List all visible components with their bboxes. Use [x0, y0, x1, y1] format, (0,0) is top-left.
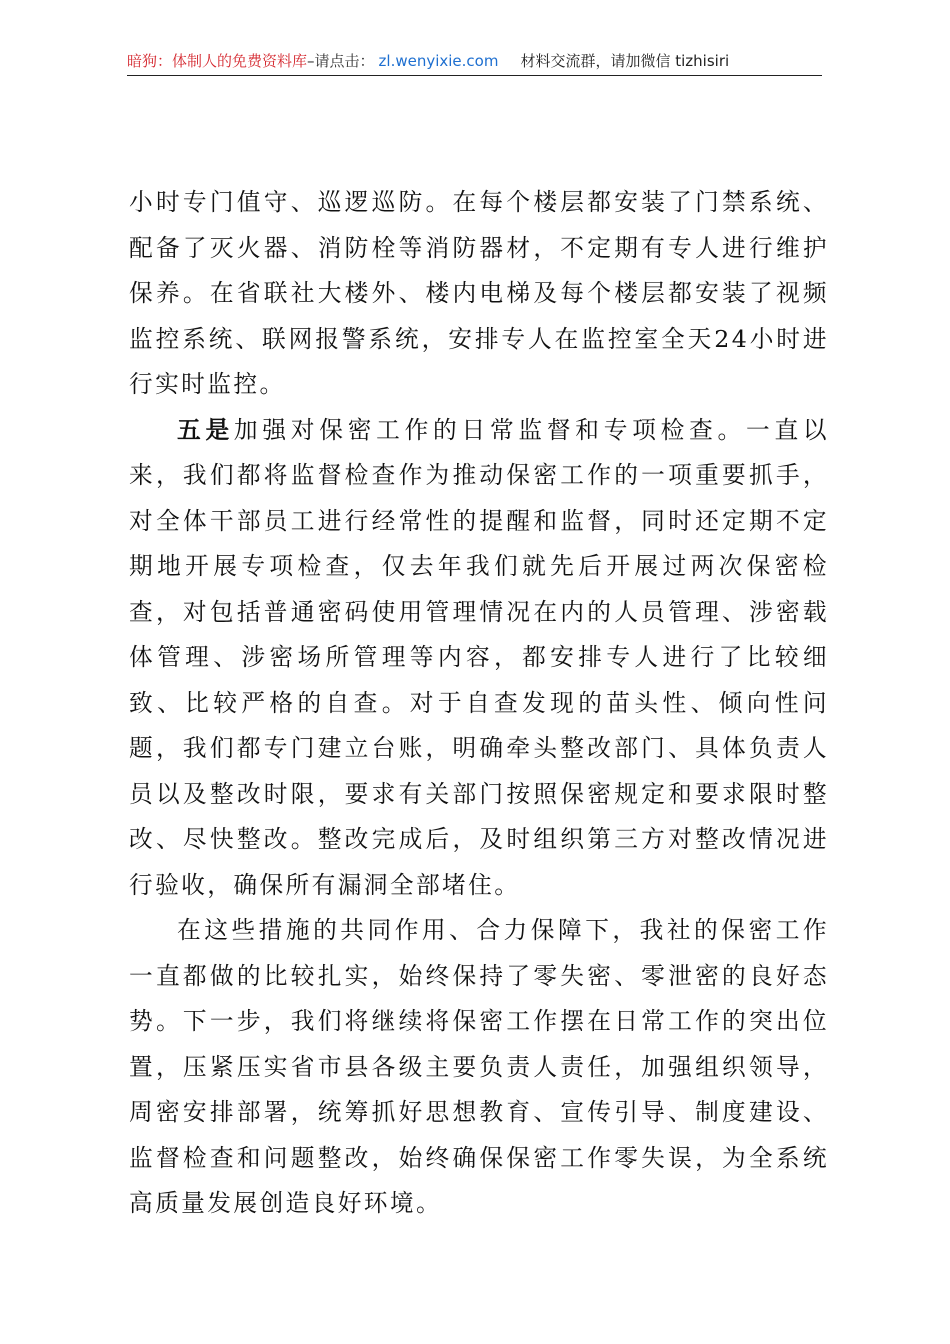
header-prompt: –请点击：	[307, 52, 375, 70]
paragraph-point-five	[129, 408, 829, 909]
paragraph-text: 小时专门值守、巡逻巡防。在每个楼层都安装了门禁系统、配备了灭火器、消防栓等消防器材，不定期有专人进行维护保养。在省联社大楼外、楼内电梯及每个楼层都安装了视频监控系统、联网报警系统，安排专人在监控室全天24小时进行实时监控。	[129, 188, 829, 398]
header-url-link[interactable]: zl.wenyixie.com	[378, 52, 499, 70]
paragraph-lead: 五是	[177, 415, 234, 444]
paragraph-continuation	[129, 180, 829, 408]
header-brand: 暗狗：体制人的免费资料库	[127, 52, 308, 70]
page-header	[127, 49, 822, 76]
document-body	[129, 180, 829, 1227]
header-group-note: 材料交流群，请加微信 tizhisiri	[520, 52, 730, 70]
paragraph-text: 在这些措施的共同作用、合力保障下，我社的保密工作一直都做的比较扎实，始终保持了零失密、零泄密的良好态势。下一步，我们将继续将保密工作摆在日常工作的突出位置，压紧压实省市县各级主要负责人责任，加强组织领导，周密安排部署，统筹抓好思想教育、宣传引导、制度建设、监督检查和问题整改，始终确保保密工作零失误，为全系统高质量发展创造良好环境。	[129, 916, 829, 1217]
paragraph-conclusion	[129, 908, 829, 1227]
paragraph-text: 加强对保密工作的日常监督和专项检查。一直以来，我们都将监督检查作为推动保密工作的一项重要抓手，对全体干部员工进行经常性的提醒和监督，同时还定期不定期地开展专项检查，仅去年我们就先后开展过两次保密检查，对包括普通密码使用管理情况在内的人员管理、涉密载体管理、涉密场所管理等内容，都安排专人进行了比较细致、比较严格的自查。对于自查发现的苗头性、倾向性问题，我们都专门建立台账，明确牵头整改部门、具体负责人员以及整改时限，要求有关部门按照保密规定和要求限时整改、尽快整改。整改完成后，及时组织第三方对整改情况进行验收，确保所有漏洞全部堵住。	[129, 415, 829, 899]
